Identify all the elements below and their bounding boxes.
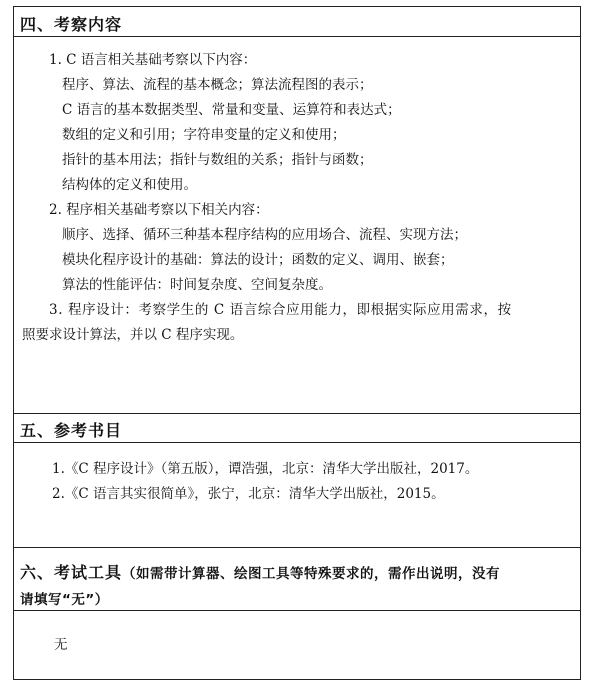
book-entry: 2.《C 语言其实很简单》，张宁，北京：清华大学出版社，2015。 xyxy=(52,486,445,502)
section-5-title: 五、参考书目 xyxy=(20,421,123,440)
section-6-answer: 无 xyxy=(54,637,68,653)
section-5-body xyxy=(14,443,580,547)
content-line: 2. 程序相关基础考察以下相关内容： xyxy=(49,202,269,218)
content-line: 1. C 语言相关基础考察以下内容： xyxy=(49,52,257,68)
section-6-title-text: 六、考试工具 xyxy=(20,563,123,582)
section-6-note-line2: 请填写“无”） xyxy=(20,592,109,608)
section-4-title: 四、考察内容 xyxy=(20,15,123,34)
section-6-note-line1: （如需带计算器、绘图工具等特殊要求的，需作出说明，没有 xyxy=(122,566,501,582)
content-line: 模块化程序设计的基础：算法的设计；函数的定义、调用、嵌套； xyxy=(62,252,454,268)
content-line: 结构体的定义和使用。 xyxy=(62,177,197,193)
content-line: 照要求设计算法，并以 C 程序实现。 xyxy=(22,327,244,343)
section-4-header xyxy=(14,7,580,37)
content-line: 指针的基本用法；指针与数组的关系；指针与函数； xyxy=(62,152,373,168)
section-6-body xyxy=(14,611,580,679)
content-line: 顺序、选择、循环三种基本程序结构的应用场合、流程、实现方法； xyxy=(62,227,467,243)
exam-syllabus-table xyxy=(13,6,581,680)
content-line: 算法的性能评估：时间复杂度、空间复杂度。 xyxy=(62,277,332,293)
section-6-title xyxy=(20,560,500,583)
section-6-header xyxy=(14,547,580,611)
book-entry: 1.《C 程序设计》（第五版），谭浩强，北京：清华大学出版社，2017。 xyxy=(52,461,479,477)
content-line: 3. 程序设计：考察学生的 C 语言综合应用能力，即根据实际应用需求，按 xyxy=(49,302,512,318)
content-line: C 语言的基本数据类型、常量和变量、运算符和表达式； xyxy=(62,102,401,118)
section-4-body xyxy=(14,37,580,413)
content-line: 程序、算法、流程的基本概念；算法流程图的表示； xyxy=(62,77,373,93)
content-line: 数组的定义和引用；字符串变量的定义和使用； xyxy=(62,127,346,143)
section-5-header xyxy=(14,413,580,443)
